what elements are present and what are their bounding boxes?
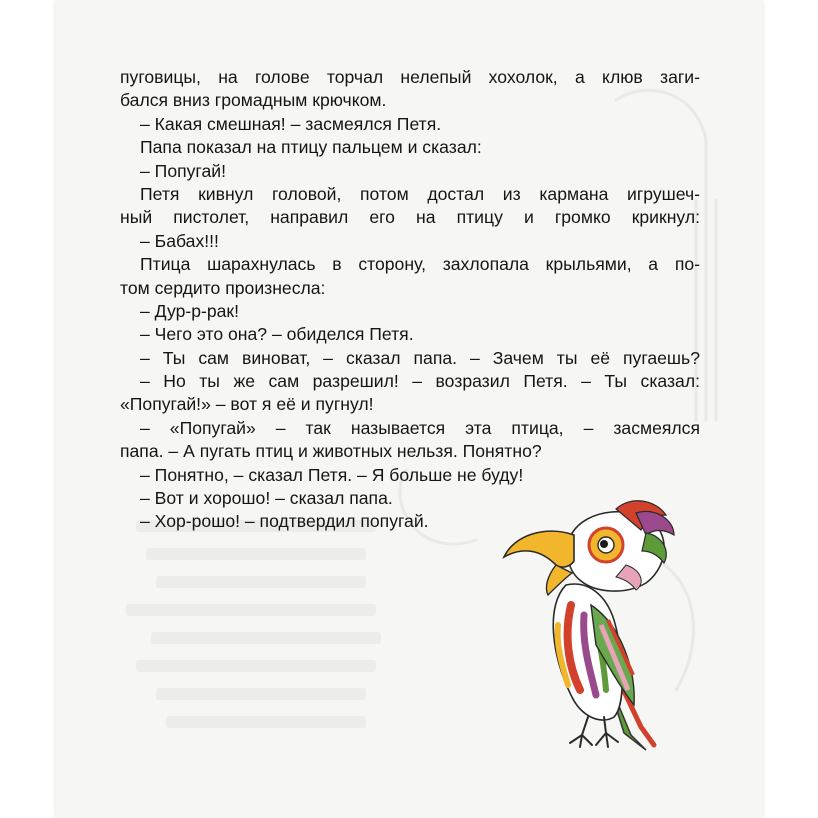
text-line: – Дур-р-рак! [140,300,240,321]
text-line: – Ты сам виноват, – сказал папа. – Зачем ты её пугаешь? [140,347,700,368]
text-line: – Понятно, – сказал Петя. – Я больше не буду! [140,464,524,485]
text-line: – Бабах!!! [140,230,219,251]
text-line: папа. – А пугать птиц и животных нельзя. Понятно? [120,441,542,462]
text-line: – Чего это она? – обиделся Петя. [140,324,414,345]
text-line: Папа показал на птицу пальцем и сказал: [140,137,482,158]
text-line: ный пистолет, направил его на птицу и громко крикнул: [120,207,700,228]
text-line: бался вниз громадным крючком. [120,90,387,111]
text-line: – Вот и хорошо! – сказал папа. [140,488,393,509]
text-line: Петя кивнул головой, потом достал из кармана игрушеч- [140,183,700,204]
text-line: – Но ты же сам разрешил! – возразил Петя. – Ты сказал: [140,371,700,392]
text-line: – «Попугай» – так называется эта птица, – засмеялся [140,417,700,438]
story-text [120,66,700,534]
text-line: том сердито произнесла: [120,277,326,298]
book-page [56,0,762,818]
text-line: пуговицы, на голове торчал нелепый хохолок, а клюв заги- [120,67,700,87]
text-line: – Хор-рошо! – подтвердил попугай. [140,511,429,532]
text-line: Птица шарахнулась в сторону, захлопала крыльями, а по- [140,254,700,275]
parrot-illustration-icon [496,495,686,760]
text-line: – Попугай! [140,160,226,181]
text-line: «Попугай!» – вот я её и пугнул! [120,394,374,415]
text-line: – Какая смешная! – засмеялся Петя. [140,113,442,134]
